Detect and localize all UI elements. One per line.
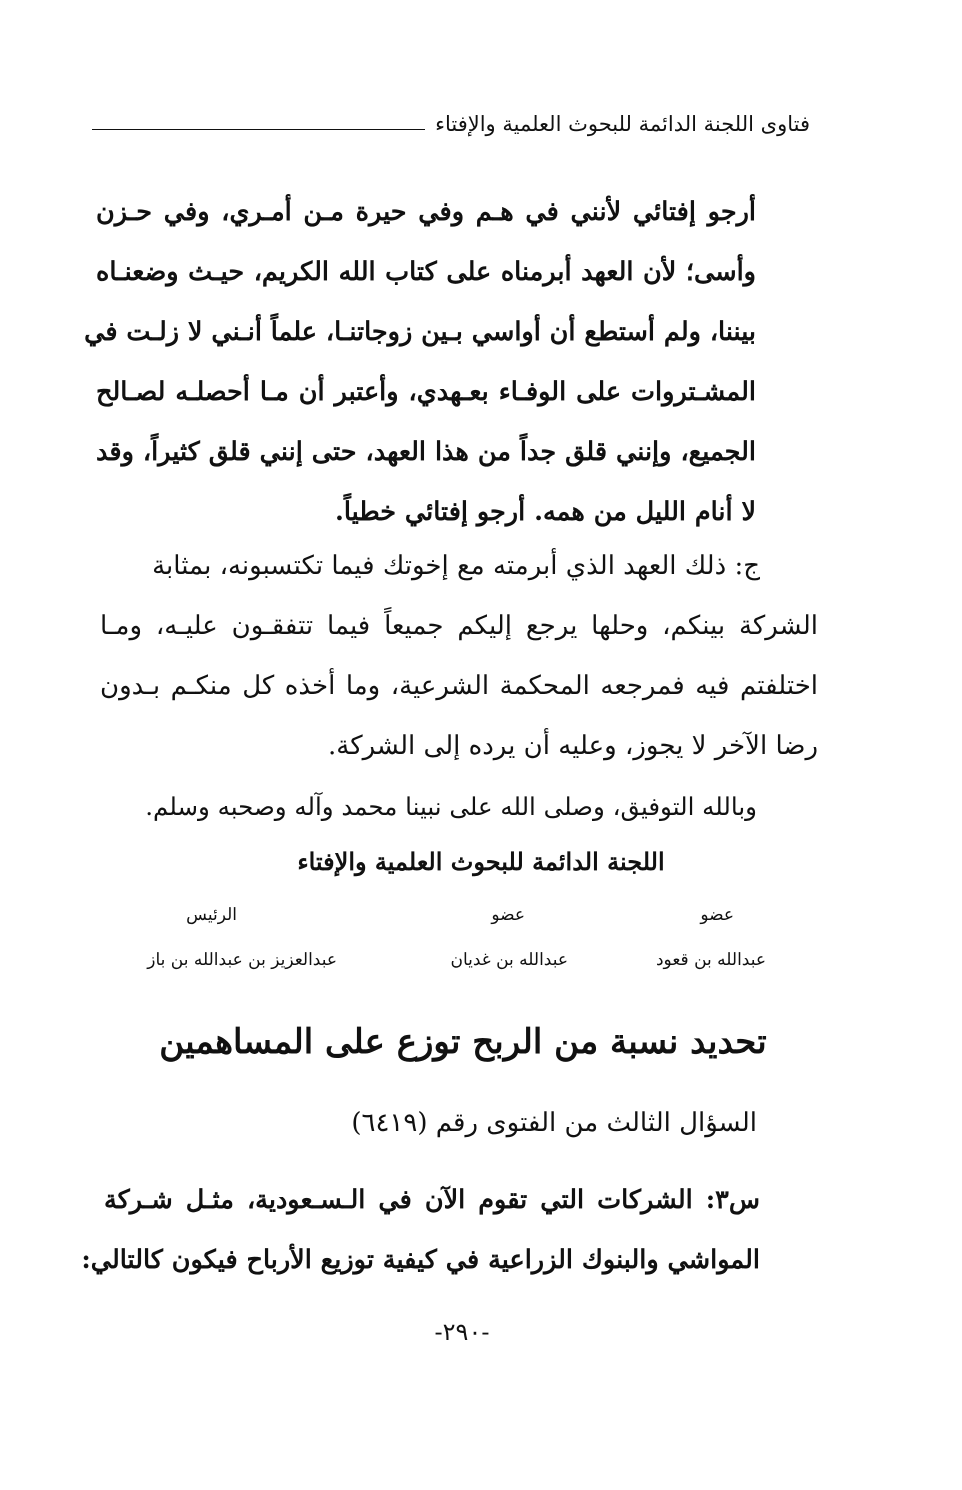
signature-name: عبدالعزيز بن عبدالله بن باز — [147, 950, 337, 970]
question-line: أرجو إفتائي لأنني في هـم وفي حيرة مـن أمـري، وفي حـزن — [96, 197, 756, 227]
committee-name: اللجنة الدائمة للبحوث العلمية والإفتاء — [297, 847, 665, 876]
answer-line: اختلفتم فيه فمرجعه المحكمة الشرعية، وما أخذه كل منكـم بـدون — [100, 671, 818, 701]
question-paragraph — [84, 182, 756, 542]
question-line: وأسى؛ لأن العهد أبرمناه على كتاب الله الكريم، حيـث وضعنـاه — [96, 257, 756, 287]
page-number: -٢٩٠- — [434, 1318, 490, 1346]
question-line: بيننا، ولم أستطع أن أواسي بـين زوجاتنـا، علماً أنـني لا زلـت في — [84, 317, 756, 347]
running-header — [92, 112, 810, 136]
next-question-paragraph — [81, 1170, 760, 1290]
next-question-line: المواشي والبنوك الزراعية في كيفية توزيع الأرباح فيكون كالتالي: — [81, 1245, 760, 1275]
answer-line: رضا الآخر لا يجوز، وعليه أن يرده إلى الشركة. — [327, 731, 818, 761]
signature-role: عضو — [491, 905, 525, 925]
header-rule — [92, 129, 425, 130]
answer-line: الشركة بينكم، وحلها يرجع إليكم جميعاً فيما تتفقـون عليـه، ومـا — [100, 611, 818, 641]
question-line: المشـتروات على الوفـاء بعـهدي، وأعتبر أن مـا أحصلـه لصـالح — [96, 377, 756, 407]
next-question-line: س٣: الشركات التي تقوم الآن في الـسـعودية، مثـل شـركة — [104, 1185, 760, 1215]
question-line: لا أنام الليل من همه. أرجو إفتائي خطياً. — [335, 497, 756, 527]
fatwa-reference: السؤال الثالث من الفتوى رقم (٦٤١٩) — [351, 1108, 757, 1138]
signature-name: عبدالله بن غديان — [450, 950, 568, 970]
answer-line: ج: ذلك العهد الذي أبرمته مع إخوتك فيما تكتسبونه، بمثابة — [152, 551, 760, 581]
signature-name: عبدالله بن قعود — [655, 950, 766, 970]
closing-line: وبالله التوفيق، وصلى الله على نبينا محمد وآله وصحبه وسلم. — [145, 792, 757, 821]
question-line: الجميع، وإنني قلق جداً من هذا العهد، حتى إنني قلق كثيراً، وقد — [96, 437, 756, 467]
header-title: فتاوى اللجنة الدائمة للبحوث العلمية والإفتاء — [435, 112, 810, 136]
signature-role: عضو — [700, 905, 734, 925]
answer-paragraph — [100, 536, 818, 776]
signature-role: الرئيس — [186, 905, 237, 925]
section-title: تحديد نسبة من الربح توزع على المساهمين — [159, 1022, 767, 1062]
